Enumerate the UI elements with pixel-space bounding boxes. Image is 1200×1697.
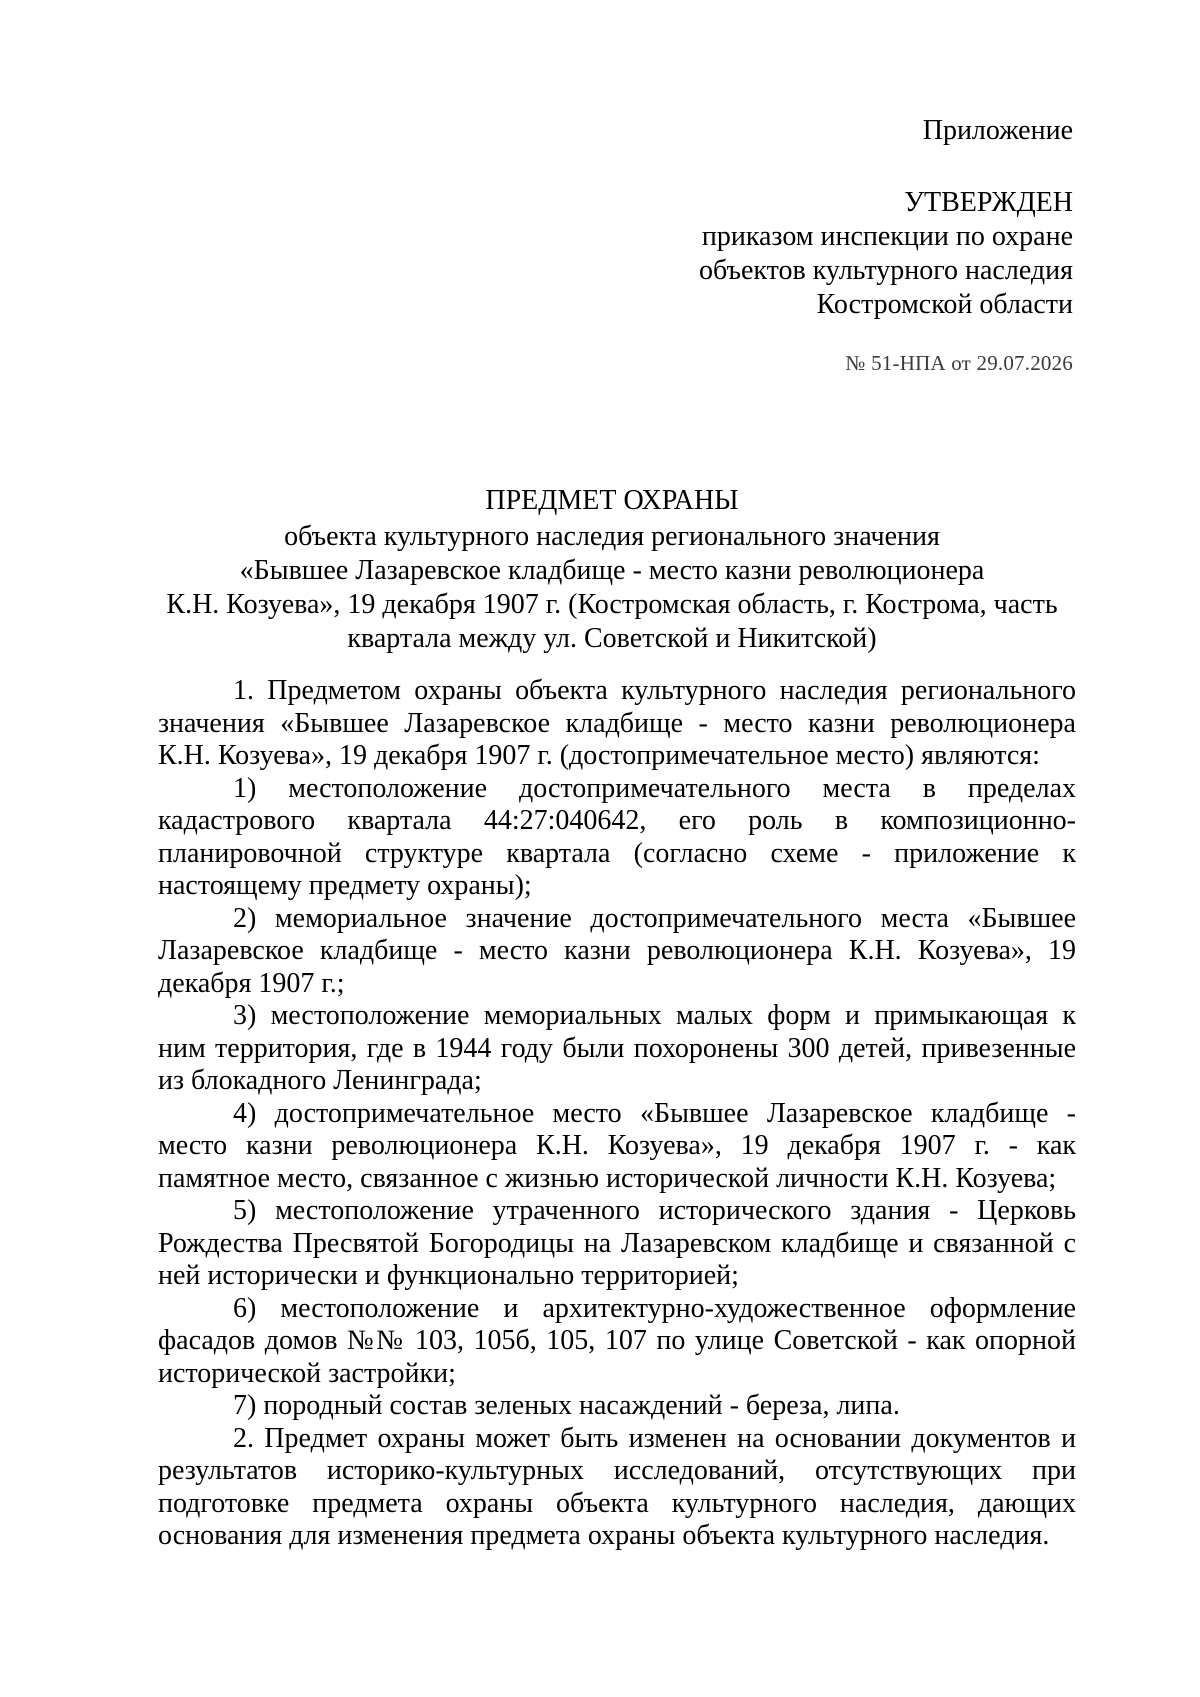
paragraph: 1) местоположение достопримечательного места в пределах кадастрового квартала 44:27:040642, его роль в композиционно-планировочной структуре квартала (согласно схеме - приложение к настоящему предмету охраны); <box>158 772 1076 901</box>
approval-block <box>699 186 1073 322</box>
appendix-label: Приложение <box>922 115 1073 146</box>
paragraph: 6) местоположение и архитектурно-художественное оформление фасадов домов №№ 103, 105б, 105, 107 по улице Советской - как опорной исторической застройки; <box>158 1292 1076 1389</box>
document-subtitle-line: квартала между ул. Советской и Никитской) <box>347 623 877 654</box>
order-number: № 51-НПА от 29.07.2026 <box>845 351 1073 375</box>
document-title: ПРЕДМЕТ ОХРАНЫ <box>485 485 739 516</box>
paragraph: 7) породный состав зеленых насаждений - береза, липа. <box>233 1390 900 1421</box>
paragraph: 5) местоположение утраченного исторического здания - Церковь Рождества Пресвятой Богородицы на Лазаревском кладбище и связанной с ней исторически и функционально территорией; <box>158 1195 1076 1291</box>
document-subtitle-line: объекта культурного наследия регионального значения <box>284 521 940 552</box>
document-body <box>158 675 1076 1553</box>
document-subtitle-line: К.Н. Козуева», 19 декабря 1907 г. (Костромская область, г. Кострома, часть <box>166 589 1058 620</box>
approved-line: объектов культурного наследия <box>698 255 1073 286</box>
paragraph: 2. Предмет охраны может быть изменен на основании документов и результатов историко-культурных исследований, отсутствующих при подготовке предмета охраны объекта культурного наследия, дающих основания для изменения предмета охраны объекта культурного наследия. <box>158 1422 1076 1551</box>
paragraph: 1. Предметом охраны объекта культурного наследия регионального значения «Бывшее Лазаревское кладбище - место казни революционера К.Н. Козуева», 19 декабря 1907 г. (достопримечательное место) являются: <box>158 675 1076 771</box>
approved-heading: УТВЕРЖДЕН <box>904 187 1073 218</box>
approved-line: Костромской области <box>816 289 1073 320</box>
document-subtitle-line: «Бывшее Лазаревское кладбище - место казни революционера <box>239 555 985 586</box>
paragraph: 2) мемориальное значение достопримечательного места «Бывшее Лазаревское кладбище - место казни революционера К.Н. Козуева», 19 декабря 1907 г.; <box>158 902 1076 999</box>
paragraph: 4) достопримечательное место «Бывшее Лазаревское кладбище - место казни революционера К.Н. Козуева», 19 декабря 1907 г. - как памятное место, связанное с жизнью исторической личности К.Н. Козуева; <box>158 1097 1076 1194</box>
paragraph: 3) местоположение мемориальных малых форм и примыкающая к ним территория, где в 1944 году были похоронены 300 детей, привезенные из блокадного Ленинграда; <box>158 1000 1076 1096</box>
document-title-block <box>148 484 1076 656</box>
approved-line: приказом инспекции по охране <box>701 221 1073 252</box>
